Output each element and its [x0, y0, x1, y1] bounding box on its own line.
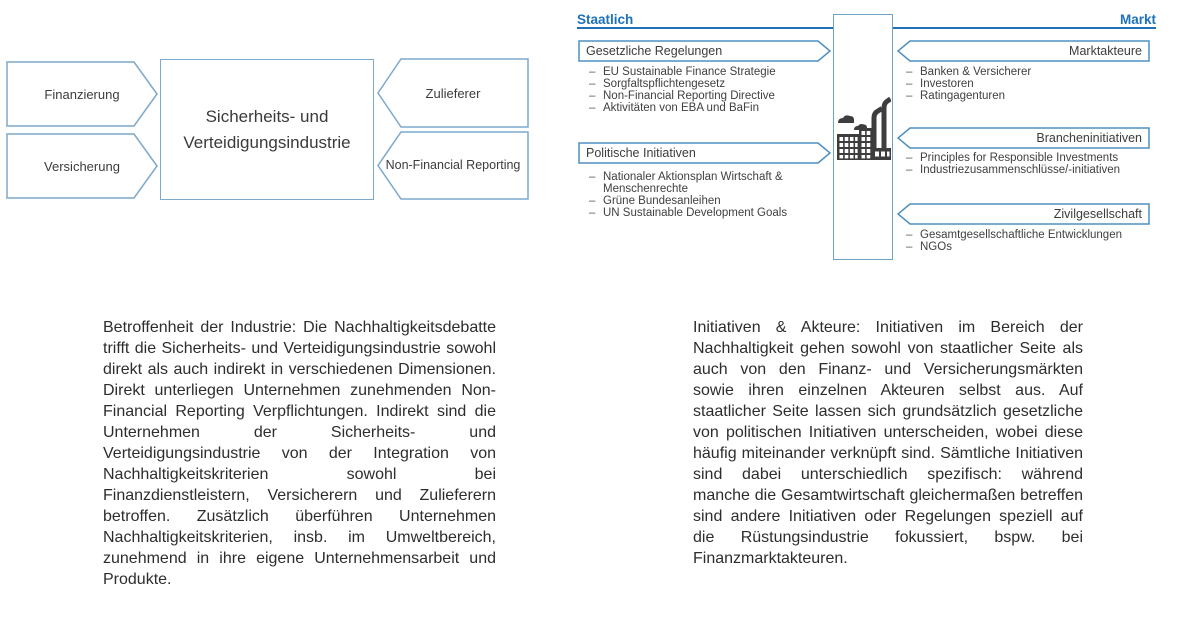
dash-bullet-icon: –: [906, 241, 913, 253]
dash-bullet-icon: –: [906, 90, 913, 102]
staatlich-header-rule: [577, 27, 833, 29]
factory-icon: [837, 96, 891, 160]
list-item: – Nationaler Aktionsplan Wirtschaft & Menschenrechte: [589, 171, 783, 195]
gesetzliche-regelungen-title: Gesetzliche Regelungen: [586, 44, 723, 58]
zulieferer-arrow-label: Zulieferer: [425, 85, 481, 101]
markt-header: Markt: [1119, 12, 1156, 27]
list-item: – Investoren: [906, 78, 974, 90]
finanzierung-arrow-label: Finanzierung: [44, 86, 120, 102]
politische-initiativen-title: Politische Initiativen: [586, 146, 696, 160]
list-item: – Aktivitäten von EBA und BaFin: [589, 102, 759, 114]
dash-bullet-icon: –: [906, 78, 913, 90]
list-item: – Ratingagenturen: [906, 90, 1006, 102]
dash-bullet-icon: –: [906, 229, 913, 241]
dash-bullet-icon: –: [589, 102, 596, 114]
list-item: – Sorgfaltspflichtengesetz: [589, 78, 726, 90]
list-item: – Industriezusammenschlüsse/-initiativen: [906, 164, 1121, 176]
list-item: – Non-Financial Reporting Directive: [589, 90, 775, 102]
left-paragraph: Betroffenheit der Industrie: Die Nachhaltigkeitsdebatte trifft die Sicherheits- und Verteidigungsindustrie sowohl direkt als auch indirekt in verschiedenen Dimensionen. Direkt unterliegen Unternehmen zunehmenden Non-Financial Reporting Verpflichtungen. Indirekt sind die Unternehmen der Sicherheits- und Verteidigungsindustrie von der Integration von Nachhaltigkeitskriterien sowohl bei Finanzdienstleistern, Versicherern und Zulieferern betroffen. Zusätzlich überführen Unternehmen Nachhaltigkeitskriterien, insb. im Umweltbereich, zunehmend in ihre eigene Unternehmensarbeit und Produkte.: [103, 319, 496, 588]
list-item: – NGOs: [906, 241, 952, 253]
dash-bullet-icon: –: [906, 152, 913, 164]
industry-center-box-line1: Sicherheits- und: [205, 106, 329, 126]
marktakteure-title: Marktakteure: [1069, 44, 1142, 58]
zivilgesellschaft-title: Zivilgesellschaft: [1053, 207, 1142, 221]
list-item: – Banken & Versicherer: [906, 66, 1032, 78]
dash-bullet-icon: –: [906, 66, 913, 78]
right-paragraph: Initiativen & Akteure: Initiativen im Bereich der Nachhaltigkeit gehen sowohl von staatlicher Seite als auch von den Finanz- und Versicherungsmärkten sowie ihren einzelnen Akteuren selbst aus. Auf staatlicher Seite lassen sich grundsätzlich gesetzliche von politischen Initiativen unterscheiden, wobei diese häufig miteinander verknüpft sind. Sämtliche Initiativen sind dabei unterschiedlich spezifisch: während manche die Gesamtwirtschaft gleichermaßen betreffen sind andere Initiativen oder Regelungen speziell auf die Rüstungsindustrie fokussiert, bspw. bei Finanzmarktakteuren.: [693, 319, 1083, 567]
gesetzliche-regelungen-list: [589, 66, 829, 114]
list-item: – EU Sustainable Finance Strategie: [589, 66, 776, 78]
zivilgesellschaft-list: [906, 229, 1150, 253]
list-item: – Grüne Bundesanleihen: [589, 195, 721, 207]
politische-initiativen-list: [589, 171, 824, 219]
brancheninitiativen-list: [906, 152, 1150, 176]
staatlich-header: Staatlich: [577, 12, 634, 27]
marktakteure-list: [906, 66, 1150, 102]
brancheninitiativen-title: Brancheninitiativen: [1036, 131, 1142, 145]
dash-bullet-icon: –: [589, 66, 596, 78]
markt-header-rule: [893, 27, 1156, 29]
non-financial-reporting-arrow-label: Non-Financial Reporting: [385, 158, 521, 172]
industry-center-box-line2: Verteidigungsindustrie: [183, 132, 351, 152]
list-item: – Gesamtgesellschaftliche Entwicklungen: [906, 229, 1122, 241]
dash-bullet-icon: –: [589, 207, 596, 219]
dash-bullet-icon: –: [589, 195, 596, 207]
dash-bullet-icon: –: [589, 171, 596, 183]
dash-bullet-icon: –: [589, 78, 596, 90]
list-item: – UN Sustainable Development Goals: [589, 207, 788, 219]
industry-center-box: [160, 59, 374, 200]
versicherung-arrow-label: Versicherung: [44, 158, 120, 174]
list-item: – Principles for Responsible Investments: [906, 152, 1119, 164]
dash-bullet-icon: –: [906, 164, 913, 176]
dash-bullet-icon: –: [589, 90, 596, 102]
